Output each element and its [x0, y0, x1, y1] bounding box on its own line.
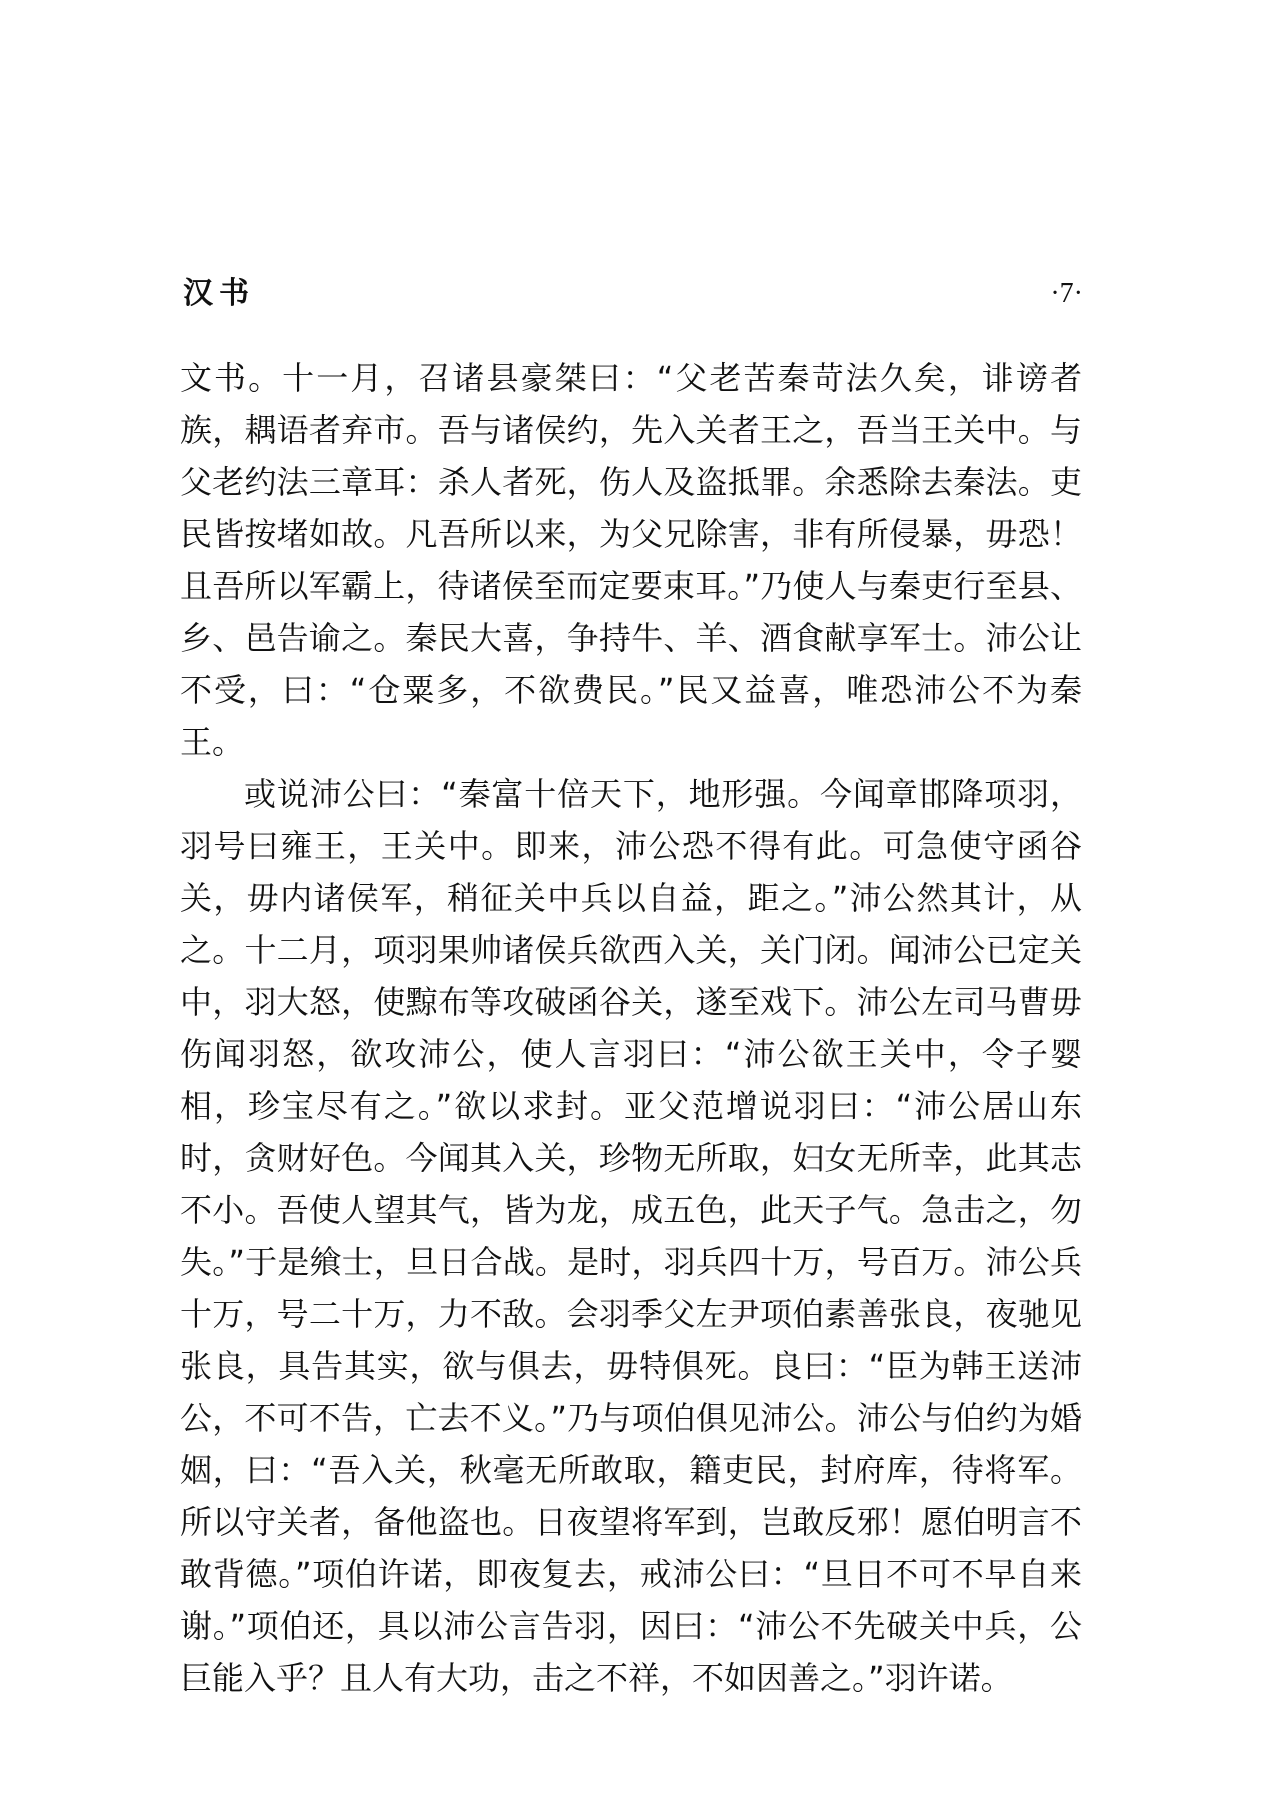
- paragraph-2: 或说沛公曰：“秦富十倍天下，地形强。今闻章邯降项羽，羽号曰雍王，王关中。即来，沛公恐不得有此。可急使守函谷关，毋内诸侯军，稍征关中兵以自益，距之。”沛公然其计，从之。十二月，项羽果帅诸侯兵欲西入关，关门闭。闻沛公已定关中，羽大怒，使黥布等攻破函谷关，遂至戏下。沛公左司马曹毋伤闻羽怒，欲攻沛公，使人言羽曰：“沛公欲王关中，令子婴相，珍宝尽有之。”欲以求封。亚父范增说羽曰：“沛公居山东时，贪财好色。今闻其入关，珍物无所取，妇女无所幸，此其志不小。吾使人望其气，皆为龙，成五色，此天子气。急击之，勿失。”于是飨士，旦日合战。是时，羽兵四十万，号百万。沛公兵十万，号二十万，力不敌。会羽季父左尹项伯素善张良，夜驰见张良，具告其实，欲与俱去，毋特俱死。良曰：“臣为韩王送沛公，不可不告，亡去不义。”乃与项伯俱见沛公。沛公与伯约为婚姻，曰：“吾入关，秋毫无所敢取，籍吏民，封府库，待将军。所以守关者，备他盗也。日夜望将军到，岂敢反邪！愿伯明言不敢背德。”项伯许诺，即夜复去，戒沛公曰：“旦日不可不早自来谢。”项伯还，具以沛公言告羽，因曰：“沛公不先破关中兵，公巨能入乎？且人有大功，击之不祥，不如因善之。”羽许诺。: [180, 775, 1082, 1697]
- book-title: 汉书: [183, 276, 255, 311]
- page-number: ·7·: [1050, 278, 1083, 309]
- running-head: [183, 270, 1083, 318]
- body-text: [180, 352, 1082, 1704]
- paragraph-1: 文书。十一月，召诸县豪桀曰：“父老苦秦苛法久矣，诽谤者族，耦语者弃市。吾与诸侯约，先入关者王之，吾当王关中。与父老约法三章耳：杀人者死，伤人及盗抵罪。余悉除去秦法。吏民皆按堵如故。凡吾所以来，为父兄除害，非有所侵暴，毋恐！且吾所以军霸上，待诸侯至而定要束耳。”乃使人与秦吏行至县、乡、邑告谕之。秦民大喜，争持牛、羊、酒食献享军士。沛公让不受，曰：“仓粟多，不欲费民。”民又益喜，唯恐沛公不为秦王。: [180, 359, 1082, 761]
